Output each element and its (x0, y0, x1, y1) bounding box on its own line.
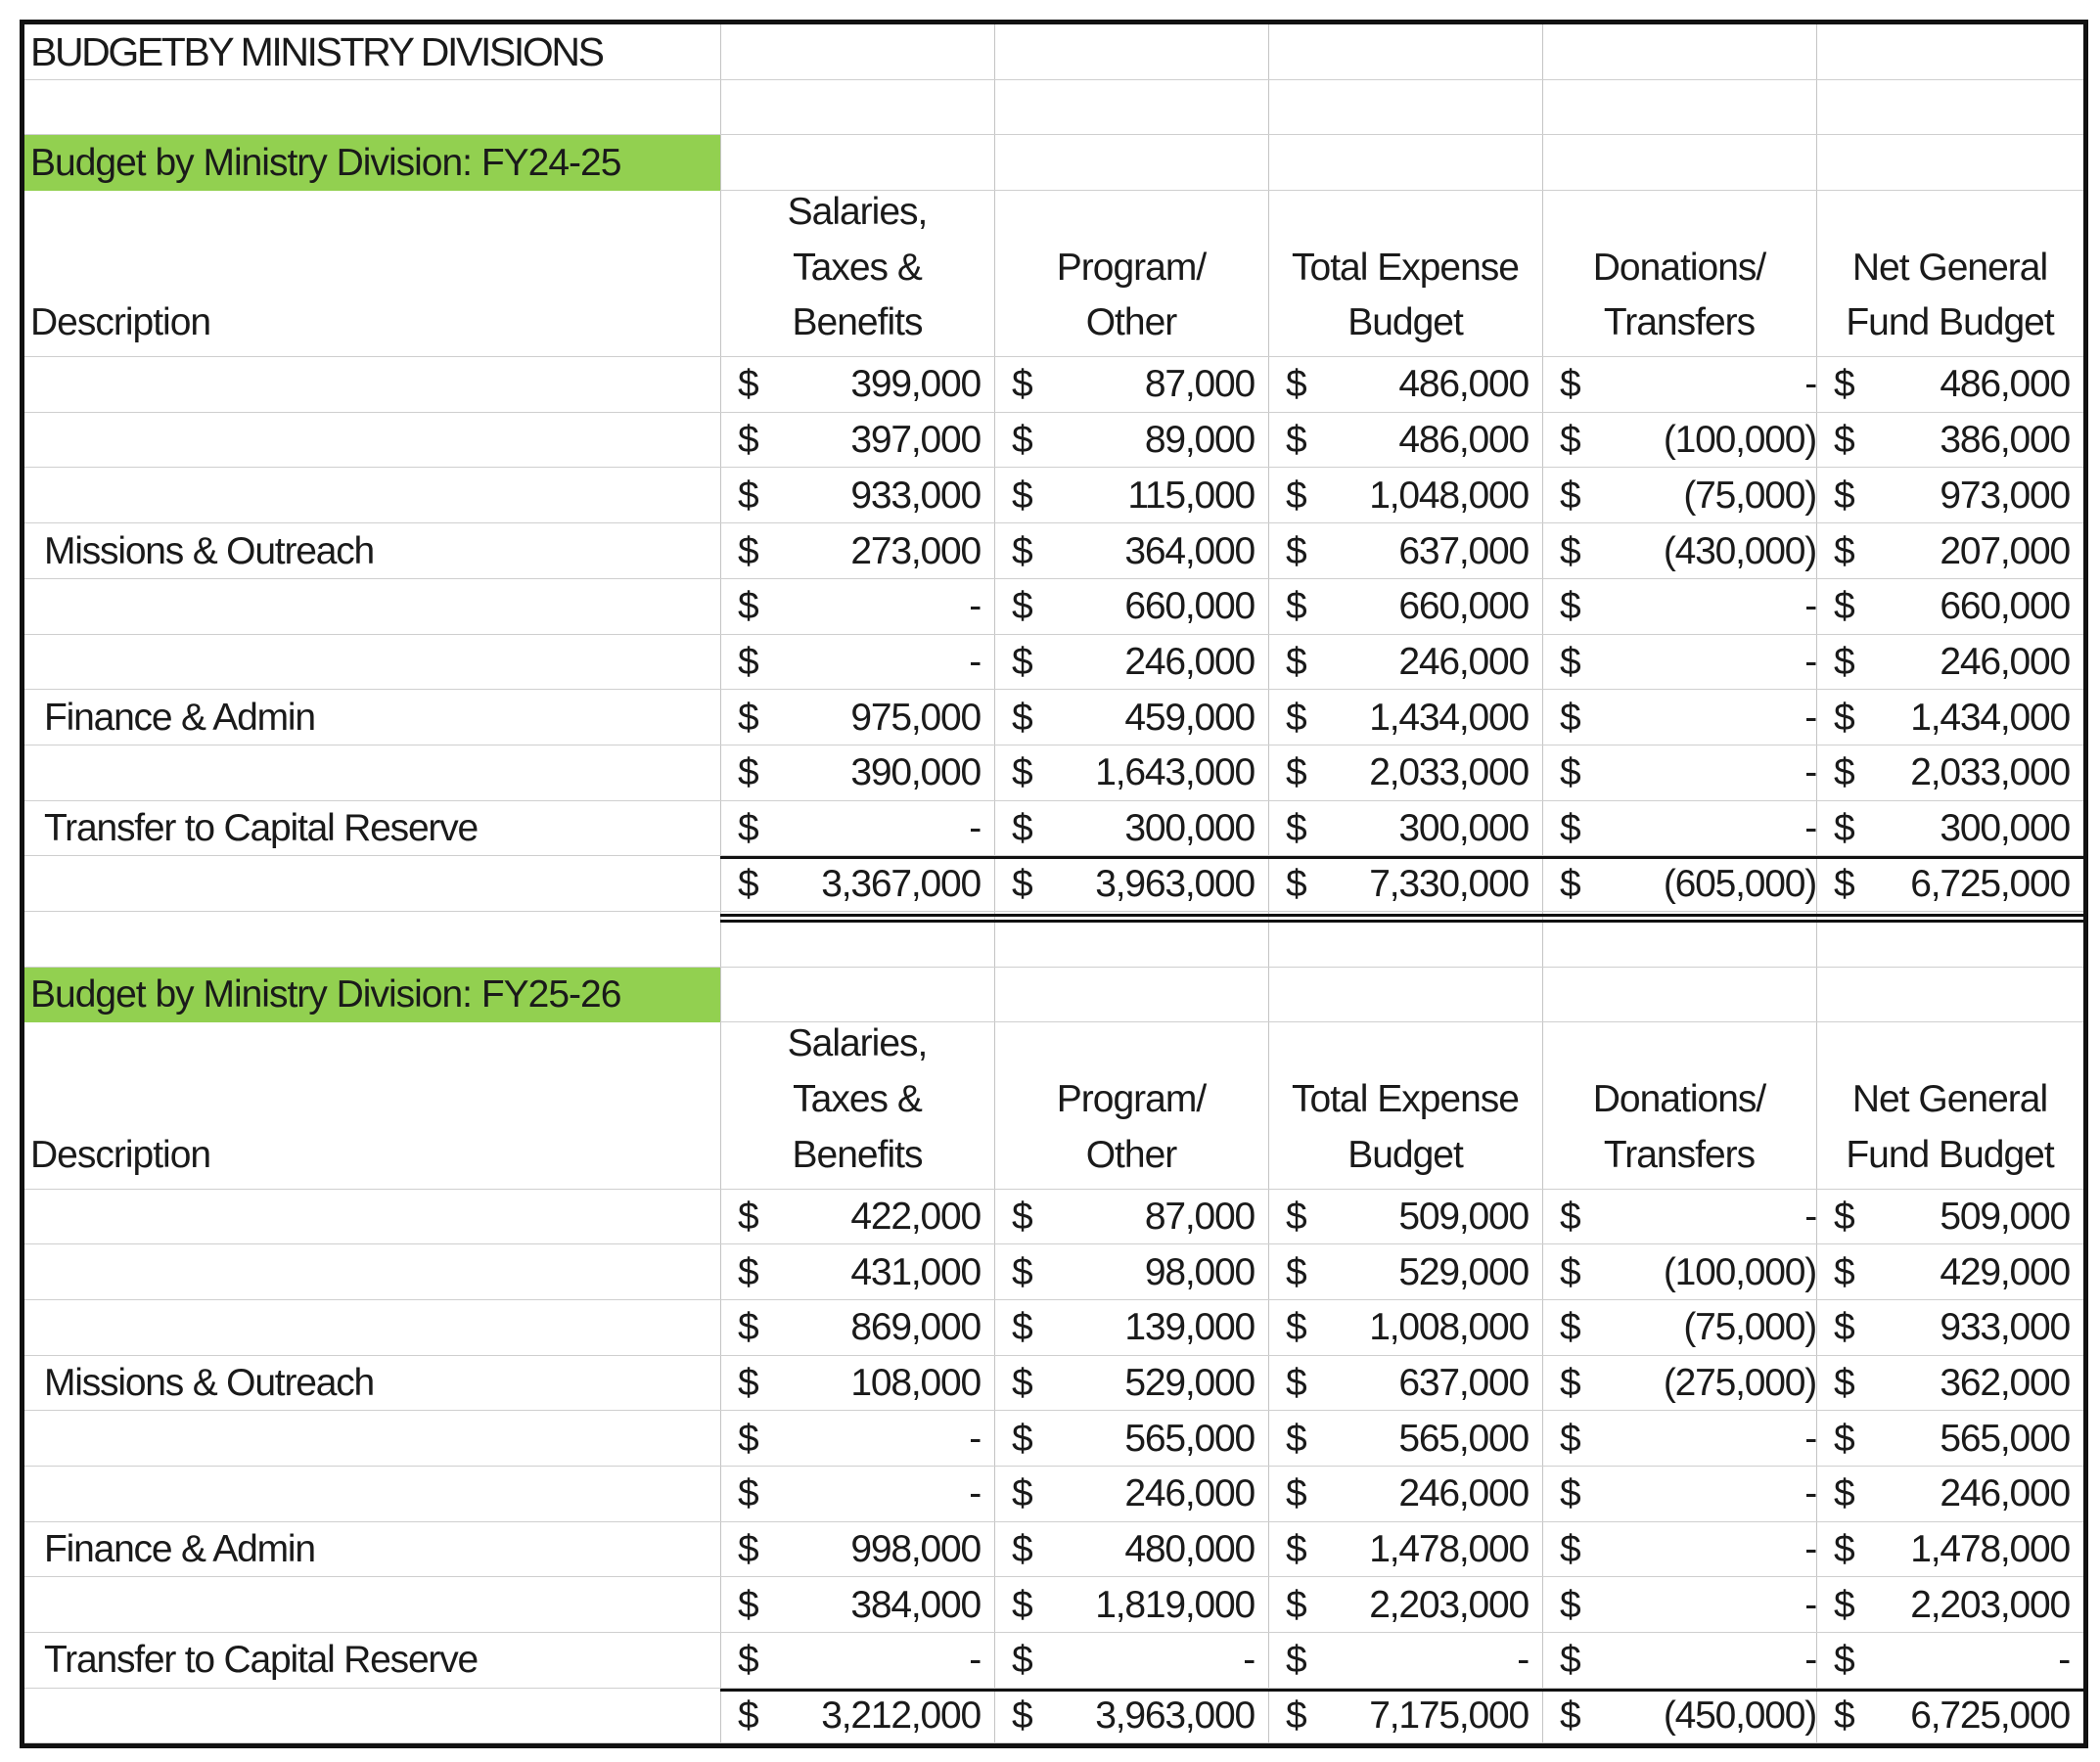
row-net-value[interactable]: - (2058, 1639, 2070, 1682)
total-dollar-sign: $ (1286, 1528, 1306, 1571)
row-salaries-value[interactable]: 933,000 (850, 474, 981, 517)
total-donations-value[interactable]: (605,000) (1663, 862, 1816, 905)
donations-dollar-sign: $ (1560, 1583, 1580, 1626)
header-line: Donations/ (1592, 1078, 1766, 1121)
row-salaries-value[interactable]: 869,000 (850, 1306, 981, 1349)
program-dollar-sign: $ (1012, 419, 1032, 462)
table-row (24, 413, 2083, 469)
total-total-value[interactable]: 7,175,000 (1369, 1694, 1529, 1738)
net-dollar-sign: $ (1834, 585, 1854, 628)
row-net-value[interactable]: 2,203,000 (1910, 1583, 2070, 1626)
section-label-highlight (24, 135, 720, 191)
net-dollar-sign: $ (1834, 474, 1854, 517)
row-program-value[interactable]: 89,000 (1144, 419, 1255, 462)
net-dollar-sign: $ (1834, 862, 1854, 905)
net-dollar-sign: $ (1834, 640, 1854, 683)
program-dollar-sign: $ (1012, 640, 1032, 683)
program-dollar-sign: $ (1012, 1472, 1032, 1515)
row-donations-value[interactable]: - (1804, 696, 1816, 739)
row-donations-value[interactable]: (100,000) (1663, 419, 1816, 462)
header-line: Benefits (792, 1133, 923, 1176)
total-program-value[interactable]: 3,963,000 (1095, 862, 1255, 905)
net-dollar-sign: $ (1834, 363, 1854, 406)
row-program-value[interactable]: 1,643,000 (1095, 751, 1255, 794)
total-total-value[interactable]: 7,330,000 (1369, 862, 1529, 905)
row-salaries-value[interactable]: - (969, 585, 981, 628)
table-row (24, 1467, 2083, 1522)
program-dollar-sign: $ (1012, 1361, 1032, 1404)
total-dollar-sign: $ (1286, 529, 1306, 572)
row-program-value[interactable]: 87,000 (1144, 1195, 1255, 1238)
salaries-dollar-sign: $ (738, 585, 758, 628)
blank-row (24, 912, 2083, 968)
row-total-value[interactable]: - (1517, 1639, 1529, 1682)
total-net-value[interactable]: 6,725,000 (1910, 862, 2070, 905)
header-line: Net General (1851, 1078, 2048, 1121)
total-dollar-sign: $ (1286, 585, 1306, 628)
row-program-value[interactable]: 87,000 (1144, 363, 1255, 406)
row-donations-value[interactable]: - (1804, 1195, 1816, 1238)
header-line: Budget (1347, 301, 1463, 344)
row-description (24, 1190, 720, 1245)
donations-dollar-sign: $ (1560, 1195, 1580, 1238)
row-total-value[interactable]: 2,033,000 (1369, 751, 1529, 794)
net-dollar-sign: $ (1834, 1361, 1854, 1404)
program-dollar-sign: $ (1012, 529, 1032, 572)
table-row (24, 523, 2083, 579)
row-salaries-value[interactable]: 422,000 (850, 1195, 981, 1238)
table-row (24, 1190, 2083, 1245)
row-donations-value[interactable]: (75,000) (1683, 474, 1816, 517)
net-dollar-sign: $ (1834, 1639, 1854, 1682)
section-label-row (24, 135, 2083, 191)
row-salaries-value[interactable]: - (969, 1639, 981, 1682)
row-donations-value[interactable]: (430,000) (1663, 529, 1816, 572)
donations-dollar-sign: $ (1560, 363, 1580, 406)
salaries-dollar-sign: $ (738, 1472, 758, 1515)
salaries-dollar-sign: $ (738, 807, 758, 850)
row-total-value[interactable]: 660,000 (1398, 585, 1529, 628)
net-dollar-sign: $ (1834, 751, 1854, 794)
column-header-row (24, 1023, 2083, 1190)
row-description (24, 579, 720, 635)
salaries-dollar-sign: $ (738, 751, 758, 794)
header-line: Program/ (1056, 1078, 1207, 1121)
row-description (24, 745, 720, 801)
row-net-value[interactable]: 1,478,000 (1910, 1528, 2070, 1571)
donations-dollar-sign: $ (1560, 529, 1580, 572)
table-row (24, 357, 2083, 413)
header-net-general (1816, 191, 2083, 357)
row-salaries-value[interactable]: 975,000 (850, 696, 981, 739)
table-row (24, 579, 2083, 635)
row-description (24, 469, 720, 524)
header-program (994, 1023, 1268, 1190)
header-line: Total Expense (1292, 1078, 1519, 1121)
program-dollar-sign: $ (1012, 862, 1032, 905)
row-total-value[interactable]: 486,000 (1398, 363, 1529, 406)
program-dollar-sign: $ (1012, 696, 1032, 739)
row-total-value[interactable]: 1,434,000 (1369, 696, 1529, 739)
row-salaries-value[interactable]: - (969, 1472, 981, 1515)
sheet-title: BUDGETBY MINISTRY DIVISIONS (30, 28, 603, 74)
row-net-value[interactable]: 973,000 (1940, 474, 2070, 517)
row-net-value[interactable]: 509,000 (1940, 1195, 2070, 1238)
row-description: Finance & Admin (44, 696, 315, 739)
total-donations-value[interactable]: (450,000) (1663, 1694, 1816, 1738)
net-dollar-sign: $ (1834, 1528, 1854, 1571)
row-net-value[interactable]: 246,000 (1940, 1472, 2070, 1515)
header-total-expense (1268, 1023, 1542, 1190)
donations-dollar-sign: $ (1560, 1694, 1580, 1738)
salaries-dollar-sign: $ (738, 1250, 758, 1293)
section-label-highlight (24, 968, 720, 1023)
program-dollar-sign: $ (1012, 751, 1032, 794)
total-net-value[interactable]: 6,725,000 (1910, 1694, 2070, 1738)
header-net-general (1816, 1023, 2083, 1190)
header-line: Net General (1851, 246, 2048, 289)
blank-row (24, 80, 2083, 136)
row-net-value[interactable]: 386,000 (1940, 419, 2070, 462)
program-dollar-sign: $ (1012, 1639, 1032, 1682)
total-dollar-sign: $ (1286, 1694, 1306, 1738)
donations-dollar-sign: $ (1560, 1472, 1580, 1515)
donations-dollar-sign: $ (1560, 807, 1580, 850)
net-dollar-sign: $ (1834, 1250, 1854, 1293)
row-description (24, 1244, 720, 1300)
row-salaries-value[interactable]: 998,000 (850, 1528, 981, 1571)
net-dollar-sign: $ (1834, 1417, 1854, 1460)
row-net-value[interactable]: 486,000 (1940, 363, 2070, 406)
row-net-value[interactable]: 660,000 (1940, 585, 2070, 628)
salaries-dollar-sign: $ (738, 640, 758, 683)
total-salaries-value[interactable]: 3,367,000 (821, 862, 981, 905)
row-program-value[interactable]: 660,000 (1124, 585, 1255, 628)
salaries-dollar-sign: $ (738, 1306, 758, 1349)
total-dollar-sign: $ (1286, 751, 1306, 794)
row-total-value[interactable]: 486,000 (1398, 419, 1529, 462)
row-donations-value[interactable]: - (1804, 1472, 1816, 1515)
header-salaries (720, 1023, 994, 1190)
row-donations-value[interactable]: - (1804, 1417, 1816, 1460)
row-description: Transfer to Capital Reserve (44, 1639, 479, 1682)
row-description (24, 1467, 720, 1522)
total-dollar-sign: $ (1286, 1472, 1306, 1515)
row-description: Missions & Outreach (44, 1361, 374, 1404)
total-dollar-sign: $ (1286, 419, 1306, 462)
table-row (24, 1244, 2083, 1300)
row-donations-value[interactable]: - (1804, 1583, 1816, 1626)
total-dollar-sign: $ (1286, 1639, 1306, 1682)
net-dollar-sign: $ (1834, 1694, 1854, 1738)
row-program-value[interactable]: 300,000 (1124, 807, 1255, 850)
header-line: Other (1085, 1133, 1177, 1176)
row-program-value[interactable]: 364,000 (1124, 529, 1255, 572)
section-label: Budget by Ministry Division: FY25-26 (30, 973, 621, 1017)
row-donations-value[interactable]: - (1804, 1639, 1816, 1682)
net-dollar-sign: $ (1834, 1306, 1854, 1349)
header-line: Budget (1347, 1133, 1463, 1176)
row-net-value[interactable]: 2,033,000 (1910, 751, 2070, 794)
header-donations (1542, 1023, 1816, 1190)
program-dollar-sign: $ (1012, 1528, 1032, 1571)
table-row (24, 801, 2083, 857)
row-salaries-value[interactable]: 399,000 (850, 363, 981, 406)
row-total-value[interactable]: 637,000 (1398, 529, 1529, 572)
row-total-value[interactable]: 1,478,000 (1369, 1528, 1529, 1571)
row-description: Finance & Admin (44, 1528, 315, 1571)
row-donations-value[interactable]: - (1804, 640, 1816, 683)
row-program-value[interactable]: 459,000 (1124, 696, 1255, 739)
total-dollar-sign: $ (1286, 640, 1306, 683)
program-dollar-sign: $ (1012, 1250, 1032, 1293)
row-description (24, 413, 720, 469)
donations-dollar-sign: $ (1560, 1306, 1580, 1349)
total-dollar-sign: $ (1286, 474, 1306, 517)
donations-dollar-sign: $ (1560, 640, 1580, 683)
row-net-value[interactable]: 246,000 (1940, 640, 2070, 683)
program-dollar-sign: $ (1012, 1583, 1032, 1626)
row-salaries-value[interactable]: 390,000 (850, 751, 981, 794)
row-total-value[interactable]: 565,000 (1398, 1417, 1529, 1460)
row-program-value[interactable]: 480,000 (1124, 1528, 1255, 1571)
row-salaries-value[interactable]: 108,000 (850, 1361, 981, 1404)
row-program-value[interactable]: - (1243, 1639, 1255, 1682)
table-row (24, 1300, 2083, 1356)
donations-dollar-sign: $ (1560, 1639, 1580, 1682)
row-total-value[interactable]: 637,000 (1398, 1361, 1529, 1404)
row-description (24, 1577, 720, 1633)
header-description: Description (30, 1133, 211, 1176)
row-donations-value[interactable]: - (1804, 1528, 1816, 1571)
total-dollar-sign: $ (1286, 1583, 1306, 1626)
row-donations-value[interactable]: - (1804, 751, 1816, 794)
total-program-value[interactable]: 3,963,000 (1095, 1694, 1255, 1738)
header-line: Other (1085, 301, 1177, 344)
net-dollar-sign: $ (1834, 1195, 1854, 1238)
donations-dollar-sign: $ (1560, 1528, 1580, 1571)
total-dollar-sign: $ (1286, 1361, 1306, 1404)
donations-dollar-sign: $ (1560, 419, 1580, 462)
header-program (994, 191, 1268, 357)
row-salaries-value[interactable]: 273,000 (850, 529, 981, 572)
row-program-value[interactable]: 98,000 (1144, 1250, 1255, 1293)
row-salaries-value[interactable]: 431,000 (850, 1250, 981, 1293)
table-row (24, 1411, 2083, 1467)
header-line: Transfers (1603, 1133, 1756, 1176)
row-program-value[interactable]: 565,000 (1124, 1417, 1255, 1460)
section-label-row (24, 968, 2083, 1023)
row-salaries-value[interactable]: 384,000 (850, 1583, 981, 1626)
column-header-row (24, 191, 2083, 357)
donations-dollar-sign: $ (1560, 696, 1580, 739)
row-description (24, 635, 720, 691)
program-dollar-sign: $ (1012, 1417, 1032, 1460)
row-donations-value[interactable]: (75,000) (1683, 1306, 1816, 1349)
row-donations-value[interactable]: (100,000) (1663, 1250, 1816, 1293)
row-salaries-value[interactable]: 397,000 (850, 419, 981, 462)
table-row (24, 469, 2083, 524)
header-line: Salaries, (787, 1022, 928, 1065)
salaries-dollar-sign: $ (738, 1361, 758, 1404)
table-row (24, 745, 2083, 801)
total-salaries-value[interactable]: 3,212,000 (821, 1694, 981, 1738)
salaries-dollar-sign: $ (738, 1195, 758, 1238)
row-total-value[interactable]: 2,203,000 (1369, 1583, 1529, 1626)
row-net-value[interactable]: 300,000 (1940, 807, 2070, 850)
donations-dollar-sign: $ (1560, 751, 1580, 794)
header-description: Description (30, 301, 211, 344)
salaries-dollar-sign: $ (738, 1528, 758, 1571)
row-salaries-value[interactable]: - (969, 807, 981, 850)
row-description (24, 1300, 720, 1356)
row-total-value[interactable]: 1,048,000 (1369, 474, 1529, 517)
row-net-value[interactable]: 207,000 (1940, 529, 2070, 572)
net-dollar-sign: $ (1834, 1583, 1854, 1626)
net-dollar-sign: $ (1834, 696, 1854, 739)
donations-dollar-sign: $ (1560, 474, 1580, 517)
program-dollar-sign: $ (1012, 363, 1032, 406)
row-donations-value[interactable]: - (1804, 585, 1816, 628)
salaries-dollar-sign: $ (738, 419, 758, 462)
program-dollar-sign: $ (1012, 474, 1032, 517)
header-line: Taxes & (793, 1078, 922, 1121)
row-net-value[interactable]: 565,000 (1940, 1417, 2070, 1460)
salaries-dollar-sign: $ (738, 1417, 758, 1460)
salaries-dollar-sign: $ (738, 1583, 758, 1626)
salaries-dollar-sign: $ (738, 529, 758, 572)
row-net-value[interactable]: 362,000 (1940, 1361, 2070, 1404)
header-total-expense (1268, 191, 1542, 357)
row-program-value[interactable]: 246,000 (1124, 1472, 1255, 1515)
donations-dollar-sign: $ (1560, 585, 1580, 628)
total-dollar-sign: $ (1286, 1417, 1306, 1460)
row-donations-value[interactable]: - (1804, 363, 1816, 406)
row-total-value[interactable]: 300,000 (1398, 807, 1529, 850)
header-line: Taxes & (793, 246, 922, 289)
header-salaries (720, 191, 994, 357)
table-row (24, 635, 2083, 691)
salaries-dollar-sign: $ (738, 862, 758, 905)
title-row (24, 24, 2083, 80)
salaries-dollar-sign: $ (738, 1639, 758, 1682)
row-total-value[interactable]: 246,000 (1398, 640, 1529, 683)
program-dollar-sign: $ (1012, 807, 1032, 850)
program-dollar-sign: $ (1012, 1306, 1032, 1349)
total-dollar-sign: $ (1286, 1195, 1306, 1238)
row-description: Missions & Outreach (44, 529, 374, 572)
total-dollar-sign: $ (1286, 1250, 1306, 1293)
program-dollar-sign: $ (1012, 1195, 1032, 1238)
row-total-value[interactable]: 246,000 (1398, 1472, 1529, 1515)
row-salaries-value[interactable]: - (969, 640, 981, 683)
table-row (24, 1633, 2083, 1689)
total-dollar-sign: $ (1286, 696, 1306, 739)
row-total-value[interactable]: 1,008,000 (1369, 1306, 1529, 1349)
row-description: Transfer to Capital Reserve (44, 807, 479, 850)
row-program-value[interactable]: 246,000 (1124, 640, 1255, 683)
section-label: Budget by Ministry Division: FY24-25 (30, 141, 621, 184)
row-description (24, 1411, 720, 1467)
row-net-value[interactable]: 1,434,000 (1910, 696, 2070, 739)
row-total-value[interactable]: 529,000 (1398, 1250, 1529, 1293)
net-dollar-sign: $ (1834, 807, 1854, 850)
header-line: Salaries, (787, 190, 928, 233)
row-program-value[interactable]: 1,819,000 (1095, 1583, 1255, 1626)
net-dollar-sign: $ (1834, 419, 1854, 462)
program-dollar-sign: $ (1012, 585, 1032, 628)
total-row (24, 856, 2083, 912)
header-line: Benefits (792, 301, 923, 344)
donations-dollar-sign: $ (1560, 1361, 1580, 1404)
header-line: Fund Budget (1846, 301, 2054, 344)
total-dollar-sign: $ (1286, 807, 1306, 850)
net-dollar-sign: $ (1834, 1472, 1854, 1515)
total-row (24, 1689, 2083, 1744)
header-line: Donations/ (1592, 246, 1766, 289)
row-program-value[interactable]: 139,000 (1124, 1306, 1255, 1349)
total-dollar-sign: $ (1286, 1306, 1306, 1349)
program-dollar-sign: $ (1012, 1694, 1032, 1738)
header-line: Fund Budget (1846, 1133, 2054, 1176)
header-line: Transfers (1603, 301, 1756, 344)
row-program-value[interactable]: 529,000 (1124, 1361, 1255, 1404)
table-row (24, 1577, 2083, 1633)
row-net-value[interactable]: 933,000 (1940, 1306, 2070, 1349)
row-donations-value[interactable]: - (1804, 807, 1816, 850)
table-row (24, 690, 2083, 745)
header-donations (1542, 191, 1816, 357)
salaries-dollar-sign: $ (738, 1694, 758, 1738)
total-dollar-sign: $ (1286, 862, 1306, 905)
donations-dollar-sign: $ (1560, 862, 1580, 905)
donations-dollar-sign: $ (1560, 1250, 1580, 1293)
net-dollar-sign: $ (1834, 529, 1854, 572)
budget-spreadsheet (20, 20, 2088, 1748)
row-donations-value[interactable]: (275,000) (1663, 1361, 1816, 1404)
header-line: Total Expense (1292, 246, 1519, 289)
row-salaries-value[interactable]: - (969, 1417, 981, 1460)
salaries-dollar-sign: $ (738, 363, 758, 406)
salaries-dollar-sign: $ (738, 696, 758, 739)
row-net-value[interactable]: 429,000 (1940, 1250, 2070, 1293)
table-row (24, 1522, 2083, 1578)
row-program-value[interactable]: 115,000 (1127, 474, 1255, 517)
row-description (24, 357, 720, 413)
header-line: Program/ (1056, 246, 1207, 289)
row-total-value[interactable]: 509,000 (1398, 1195, 1529, 1238)
total-dollar-sign: $ (1286, 363, 1306, 406)
table-row (24, 1356, 2083, 1412)
salaries-dollar-sign: $ (738, 474, 758, 517)
donations-dollar-sign: $ (1560, 1417, 1580, 1460)
